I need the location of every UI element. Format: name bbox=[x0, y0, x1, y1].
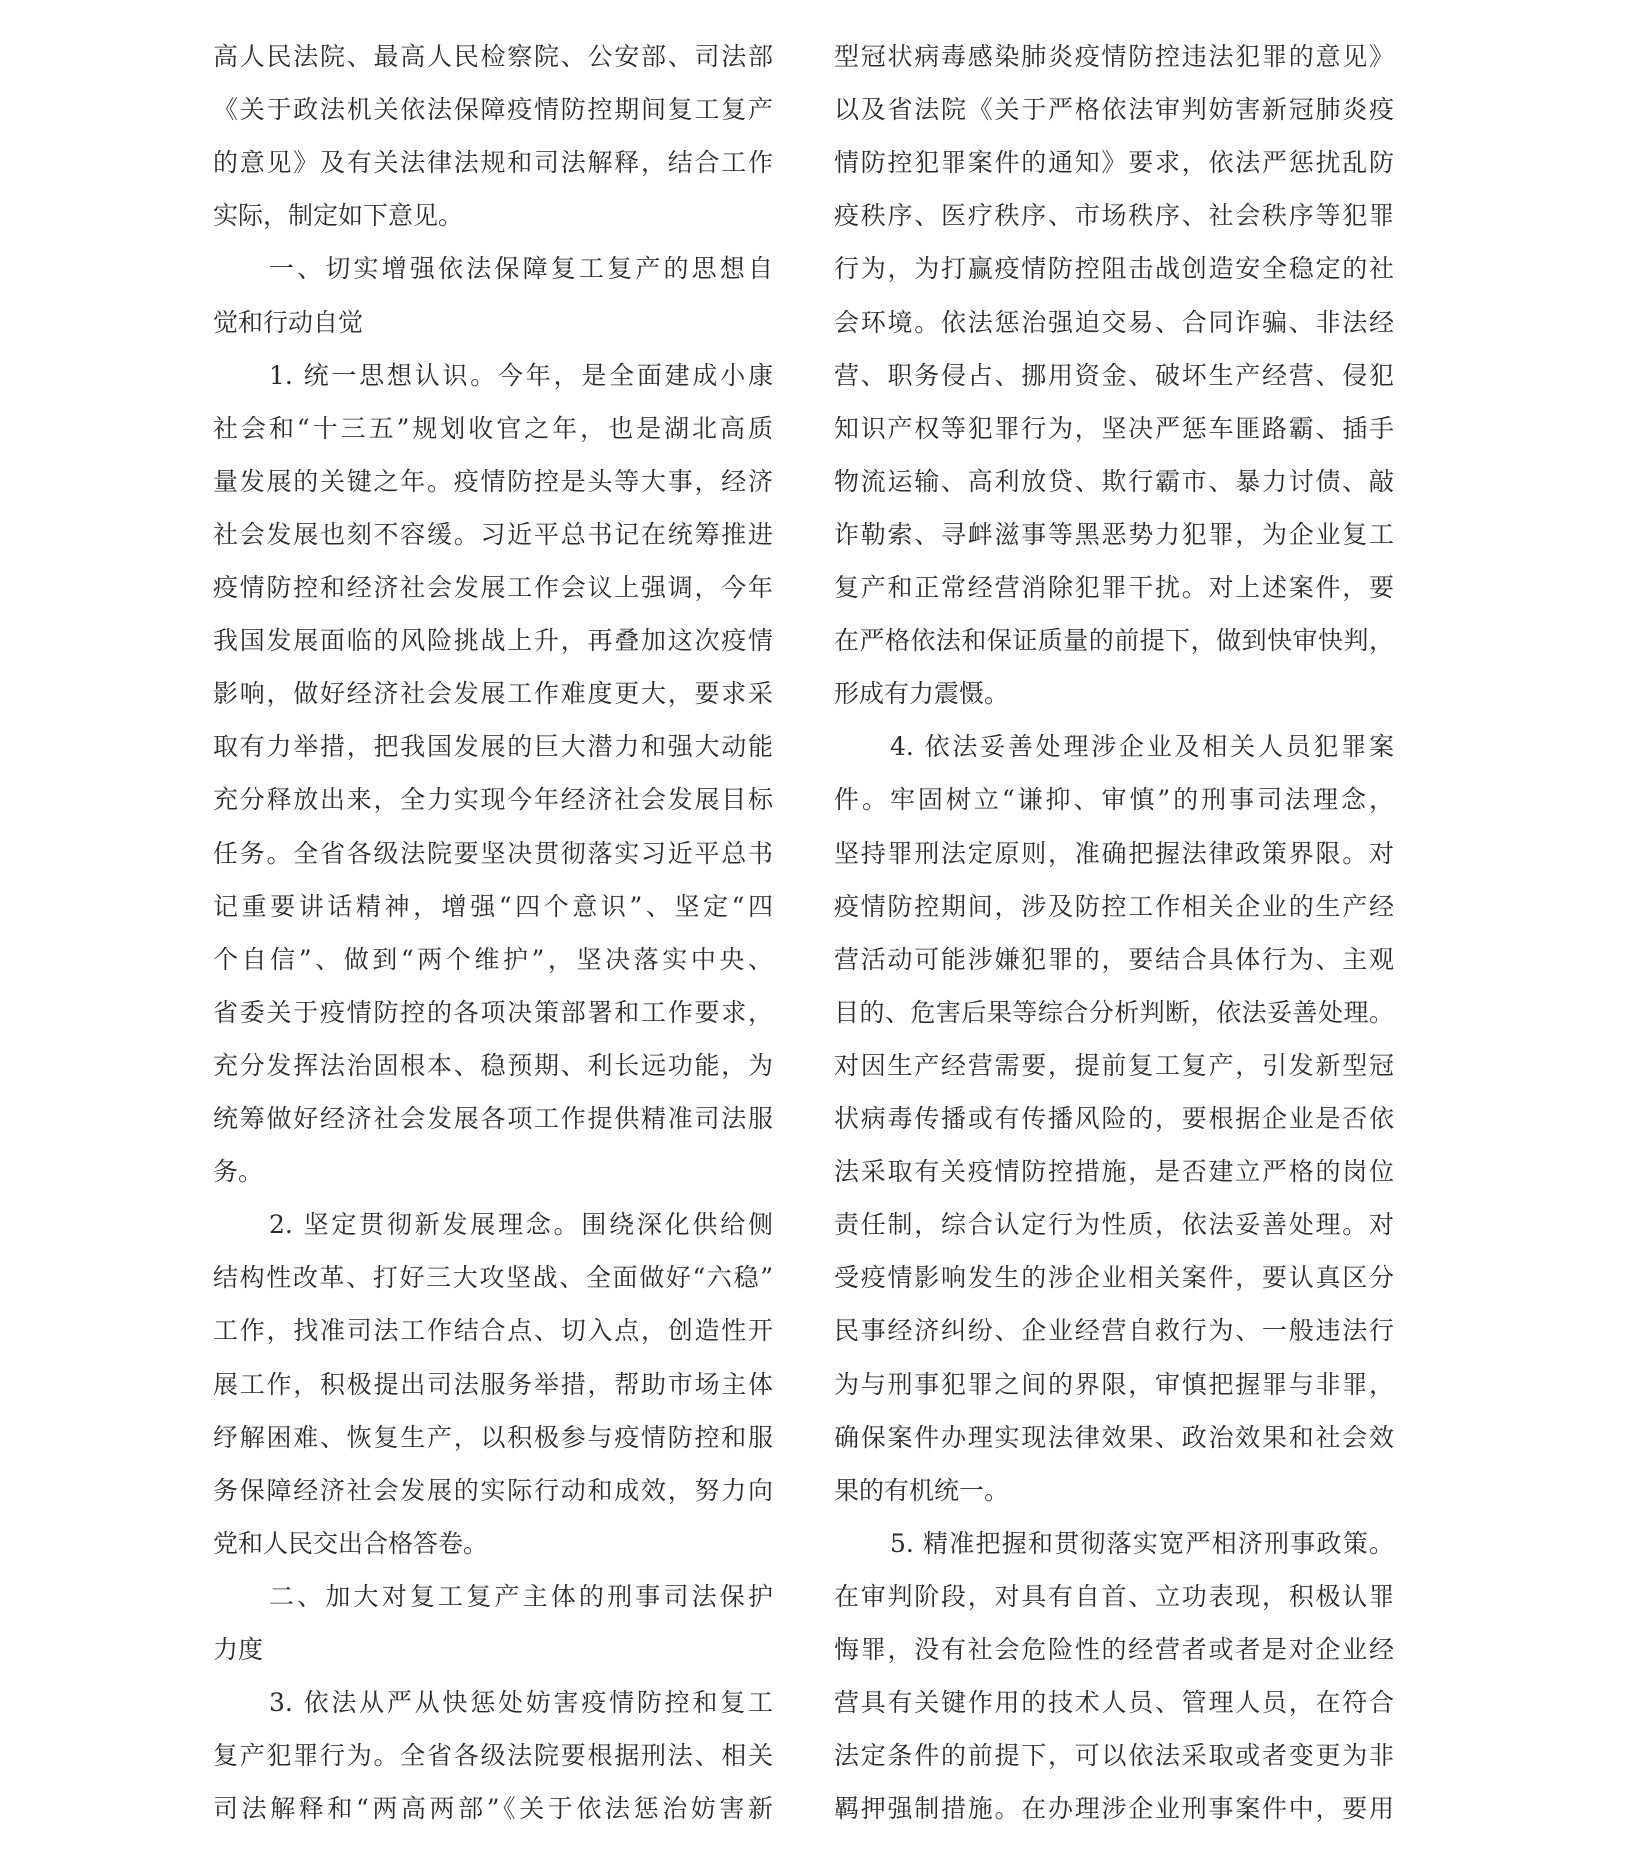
text-line: 量发展的关键之年。疫情防控是头等大事，经济 bbox=[213, 466, 773, 496]
text-line: 疫情防控和经济社会发展工作会议上强调，今年 bbox=[213, 573, 773, 602]
text-line: 高人民法院、最高人民检察院、公安部、司法部 bbox=[213, 42, 773, 71]
text-line: 受疫情影响发生的涉企业相关案件，要认真区分 bbox=[834, 1263, 1394, 1293]
text-line: 羁押强制措施。在办理涉企业刑事案件中，要用 bbox=[834, 1794, 1394, 1824]
text-line: 个自信”、做到“两个维护”，坚决落实中央、 bbox=[213, 944, 773, 974]
text-line: 状病毒传播或有传播风险的，要根据企业是否依 bbox=[834, 1104, 1394, 1133]
text-line: 2. 坚定贯彻新发展理念。围绕深化供给侧 bbox=[269, 1210, 773, 1240]
text-line: 疫情防控期间，涉及防控工作相关企业的生产经 bbox=[834, 891, 1394, 921]
text-line: 司法解释和“两高两部”《关于依法惩治妨害新 bbox=[213, 1794, 773, 1824]
text-line: 工作，找准司法工作结合点、切入点，创造性开 bbox=[213, 1316, 773, 1346]
text-line: 社会发展也刻不容缓。习近平总书记在统筹推进 bbox=[213, 519, 773, 549]
text-line: 悔罪，没有社会危险性的经营者或者是对企业经 bbox=[834, 1635, 1394, 1664]
text-line: 务保障经济社会发展的实际行动和成效，努力向 bbox=[213, 1475, 773, 1505]
text-line: 复产犯罪行为。全省各级法院要根据刑法、相关 bbox=[213, 1741, 773, 1771]
text-line: 记重要讲话精神，增强“四个意识”、坚定“四 bbox=[213, 891, 773, 921]
text-line: 纾解困难、恢复生产，以积极参与疫情防控和服 bbox=[213, 1422, 773, 1452]
text-line: 疫秩序、医疗秩序、市场秩序、社会秩序等犯罪 bbox=[834, 201, 1394, 231]
text-line: 会环境。依法惩治强迫交易、合同诈骗、非法经 bbox=[834, 307, 1394, 337]
text-line: 营、职务侵占、挪用资金、破坏生产经营、侵犯 bbox=[834, 360, 1394, 390]
text-line: 复产和正常经营消除犯罪干扰。对上述案件，要 bbox=[834, 573, 1394, 602]
text-line: 社会和“十三五”规划收官之年，也是湖北高质 bbox=[213, 413, 773, 443]
text-line: 目的、危害后果等综合分析判断，依法妥善处理。 bbox=[834, 997, 1394, 1027]
text-line: 法采取有关疫情防控措施，是否建立严格的岗位 bbox=[834, 1157, 1394, 1187]
text-line: 1. 统一思想认识。今年，是全面建成小康 bbox=[269, 360, 773, 390]
text-line: 任务。全省各级法院要坚决贯彻落实习近平总书 bbox=[213, 838, 773, 868]
text-line: 充分释放出来，全力实现今年经济社会发展目标 bbox=[213, 785, 773, 815]
text-line: 物流运输、高利放贷、欺行霸市、暴力讨债、敲 bbox=[834, 466, 1394, 496]
text-line: 情防控犯罪案件的通知》要求，依法严惩扰乱防 bbox=[834, 148, 1394, 178]
text-line: 在严格依法和保证质量的前提下，做到快审快判， bbox=[834, 626, 1394, 656]
text-line: 件。牢固树立“谦抑、审慎”的刑事司法理念， bbox=[834, 785, 1394, 815]
text-line: 营具有关键作用的技术人员、管理人员，在符合 bbox=[834, 1688, 1394, 1718]
text-line: 为与刑事犯罪之间的界限，审慎把握罪与非罪， bbox=[834, 1369, 1394, 1399]
text-line: 在审判阶段，对具有自首、立功表现，积极认罪 bbox=[834, 1581, 1394, 1611]
text-line: 实际，制定如下意见。 bbox=[213, 201, 464, 231]
text-line: 省委关于疫情防控的各项决策部署和工作要求， bbox=[213, 997, 773, 1027]
text-line: 二、加大对复工复产主体的刑事司法保护 bbox=[269, 1581, 773, 1611]
text-line: 结构性改革、打好三大攻坚战、全面做好“六稳” bbox=[213, 1263, 773, 1293]
text-line: 我国发展面临的风险挑战上升，再叠加这次疫情 bbox=[213, 626, 773, 656]
text-line: 3. 依法从严从快惩处妨害疫情防控和复工 bbox=[269, 1688, 773, 1718]
text-line: 5. 精准把握和贯彻落实宽严相济刑事政策。 bbox=[890, 1528, 1394, 1558]
text-line: 坚持罪刑法定原则，准确把握法律政策界限。对 bbox=[834, 838, 1394, 868]
text-line: 展工作，积极提出司法服务举措，帮助市场主体 bbox=[213, 1369, 773, 1399]
text-line: 诈勒索、寻衅滋事等黑恶势力犯罪，为企业复工 bbox=[834, 519, 1394, 549]
text-line: 一、切实增强依法保障复工复产的思想自 bbox=[269, 254, 773, 284]
text-line: 《关于政法机关依法保障疫情防控期间复工复产 bbox=[213, 95, 773, 125]
text-line: 行为，为打赢疫情防控阻击战创造安全稳定的社 bbox=[834, 254, 1394, 284]
text-line: 责任制，综合认定行为性质，依法妥善处理。对 bbox=[834, 1210, 1394, 1240]
text-line: 以及省法院《关于严格依法审判妨害新冠肺炎疫 bbox=[834, 95, 1394, 125]
text-line: 充分发挥法治固根本、稳预期、利长远功能，为 bbox=[213, 1050, 773, 1080]
text-line: 取有力举措，把我国发展的巨大潜力和强大动能 bbox=[213, 732, 773, 762]
text-line: 营活动可能涉嫌犯罪的，要结合具体行为、主观 bbox=[834, 944, 1394, 974]
text-line: 觉和行动自觉 bbox=[213, 307, 364, 337]
text-line: 4. 依法妥善处理涉企业及相关人员犯罪案 bbox=[890, 732, 1394, 762]
text-line: 知识产权等犯罪行为，坚决严惩车匪路霸、插手 bbox=[834, 413, 1394, 443]
text-line: 形成有力震慑。 bbox=[834, 679, 1010, 709]
text-line: 力度 bbox=[213, 1635, 264, 1664]
text-line: 务。 bbox=[213, 1157, 264, 1187]
text-line: 统筹做好经济社会发展各项工作提供精准司法服 bbox=[213, 1104, 773, 1133]
text-line: 对因生产经营需要，提前复工复产，引发新型冠 bbox=[834, 1050, 1394, 1080]
text-line: 型冠状病毒感染肺炎疫情防控违法犯罪的意见》 bbox=[834, 42, 1394, 71]
text-line: 党和人民交出合格答卷。 bbox=[213, 1528, 489, 1558]
text-line: 确保案件办理实现法律效果、政治效果和社会效 bbox=[834, 1422, 1394, 1452]
text-line: 影响，做好经济社会发展工作难度更大，要求采 bbox=[213, 679, 773, 709]
text-line: 民事经济纠纷、企业经营自救行为、一般违法行 bbox=[834, 1316, 1394, 1346]
text-line: 的意见》及有关法律法规和司法解释，结合工作 bbox=[213, 148, 773, 178]
text-line: 果的有机统一。 bbox=[834, 1475, 1010, 1505]
text-line: 法定条件的前提下，可以依法采取或者变更为非 bbox=[834, 1741, 1394, 1771]
